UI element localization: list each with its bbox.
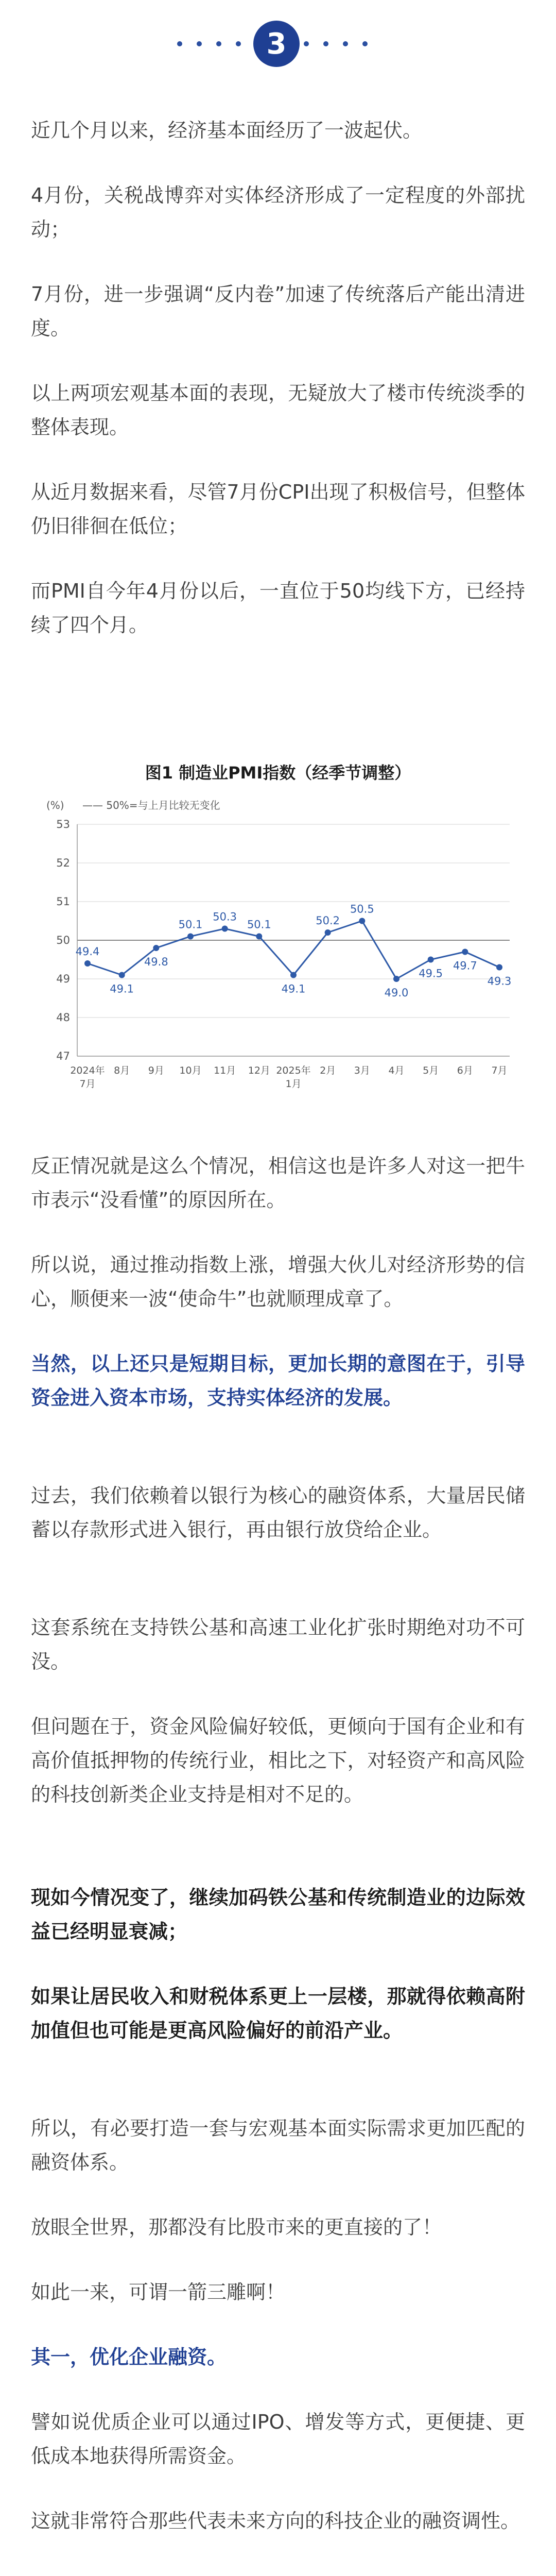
data-point [153,945,159,951]
x-tick-label: 8月 [114,1065,130,1076]
x-tick-label: 10月 [179,1065,202,1076]
x-tick-label: 2024年 [70,1065,105,1076]
data-label: 49.1 [110,982,134,995]
data-label: 50.1 [178,918,203,931]
x-tick-label: 11月 [214,1065,236,1076]
data-point [428,957,434,963]
y-tick-label: 47 [56,1050,70,1062]
data-point [325,929,331,936]
x-tick-label: 4月 [388,1065,405,1076]
x-tick-label: 12月 [248,1065,270,1076]
data-label: 49.8 [144,956,168,968]
data-label: 50.1 [247,918,271,931]
chart-title: 图1 制造业PMI指数（经季节调整） [145,763,411,783]
paragraph: 这就非常符合那些代表未来方向的科技企业的融资调性。 [31,2510,520,2532]
y-axis-unit-label: (%) [46,799,64,811]
data-point [359,918,365,924]
data-point [290,972,297,978]
y-tick-label: 52 [56,857,70,869]
highlight-paragraph: 当然，以上还只是短期目标，更加长期的意图在于，引导资金进入资本市场，支持实体经济的发展。 [31,1352,525,1409]
chart-legend: —— 50%=与上月比较无变化 [82,799,220,811]
x-tick-label: 2025年 [276,1065,311,1076]
paragraph: 譬如说优质企业可以通过IPO、增发等方式，更便捷、更低成本地获得所需资金。 [31,2411,525,2467]
paragraph: 7月份，进一步强调“反内卷”加速了传统落后产能出清进度。 [31,283,525,340]
y-tick-label: 49 [56,973,70,985]
paragraph: 从近月数据来看，尽管7月份CPI出现了积极信号，但整体仍旧徘徊在低位； [31,481,525,537]
x-tick-label: 1月 [285,1078,302,1090]
data-point [119,972,125,978]
paragraph: 近几个月以来，经济基本面经历了一波起伏。 [31,119,423,142]
paragraph: 这套系统在支持铁公基和高速工业化扩张时期绝对功不可没。 [31,1616,525,1673]
x-tick-label: 3月 [354,1065,370,1076]
x-tick-label: 9月 [148,1065,164,1076]
data-point [222,926,228,932]
paragraph: 4月份，关税战博弈对实体经济形成了一定程度的外部扰动； [31,184,525,241]
bold-paragraph: 现如今情况变了，继续加码铁公基和传统制造业的边际效益已经明显衰减； [31,1886,525,1943]
paragraph: 所以，有必要打造一套与宏观基本面实际需求更加匹配的融资体系。 [31,2117,525,2174]
header-dots-right [304,41,368,46]
data-label: 49.0 [384,987,409,999]
pmi-line-chart [31,788,525,1128]
paragraph: 所以说，通过推动指数上涨，增强大伙儿对经济形势的信心，顺便来一波“使命牛”也就顺理成章了。 [31,1253,525,1310]
data-point [84,960,91,967]
section-number-badge: 3 [253,21,300,67]
bold-paragraph: 如果让居民收入和财税体系更上一层楼，那就得依赖高附加值但也可能是更高风险偏好的前沿产业。 [31,1985,525,2042]
x-tick-label: 7月 [491,1065,508,1076]
y-tick-label: 51 [56,895,70,908]
data-point [496,964,502,971]
header-dots-left [177,41,241,46]
data-label: 49.7 [453,959,477,972]
data-point [393,976,399,982]
x-tick-label: 2月 [320,1065,336,1076]
y-tick-label: 53 [56,818,70,831]
data-point [256,934,262,940]
paragraph: 如此一来，可谓一箭三雕啊！ [31,2281,286,2303]
data-label: 49.1 [281,982,306,995]
x-tick-label: 5月 [423,1065,439,1076]
x-tick-label: 7月 [79,1078,96,1090]
point-heading-1: 其一，优化企业融资。 [31,2346,227,2368]
paragraph: 但问题在于，资金风险偏好较低，更倾向于国有企业和有高价值抵押物的传统行业，相比之下，对轻资产和高风险的科技创新类企业支持是相对不足的。 [31,1715,525,1806]
y-tick-label: 50 [56,934,70,946]
paragraph: 反正情况就是这么个情况，相信这也是许多人对这一把牛市表示“没看懂”的原因所在。 [31,1155,525,1211]
paragraph: 放眼全世界，那都没有比股市来的更直接的了！ [31,2216,442,2239]
y-tick-label: 48 [56,1011,70,1024]
data-label: 49.4 [75,945,100,958]
data-label: 50.5 [350,903,374,916]
data-label: 50.3 [213,910,237,923]
data-label: 50.2 [316,914,340,927]
paragraph: 而PMI自今年4月份以后，一直位于50均线下方，已经持续了四个月。 [31,580,525,636]
paragraph: 过去，我们依赖着以银行为核心的融资体系，大量居民储蓄以存款形式进入银行，再由银行放贷给企业。 [31,1484,525,1541]
data-label: 49.5 [419,967,443,980]
section-header [0,21,556,67]
data-point [462,949,468,955]
data-label: 49.3 [487,975,512,988]
data-point [187,934,194,940]
paragraph: 以上两项宏观基本面的表现，无疑放大了楼市传统淡季的整体表现。 [31,382,525,438]
x-tick-label: 6月 [457,1065,473,1076]
